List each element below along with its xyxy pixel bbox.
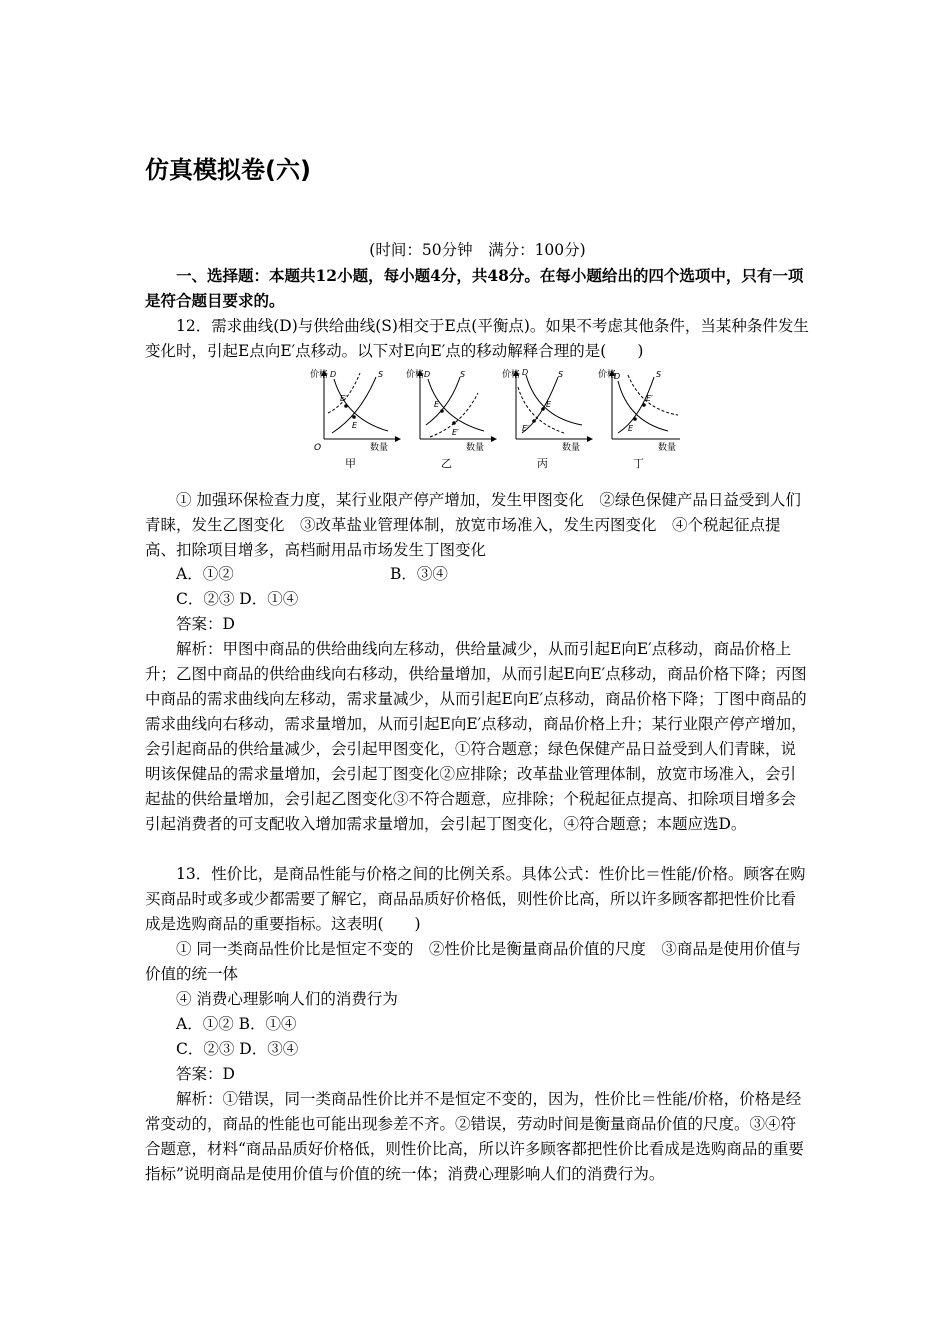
svg-text:数量: 数量 [562, 443, 581, 453]
svg-text:价格: 价格 [406, 370, 425, 380]
panel-yi [406, 368, 496, 470]
q12-options-cd: C．②③ D．①④ [176, 590, 299, 608]
q13-statement4: ④ 消费心理影响人们的消费行为 [176, 990, 398, 1008]
q12-option-b: B．③④ [390, 565, 448, 583]
svg-text:S: S [656, 370, 662, 379]
section-heading: 一、选择题：本题共12小题，每小题4分，共48分。在每小题给出的四个选项中，只有一项是符合题目要求的。 [145, 266, 804, 310]
svg-text:价格: 价格 [502, 370, 521, 380]
q12-option-a: A．①② [176, 565, 234, 583]
svg-text:D: D [614, 372, 621, 381]
q13-answer: 答案：D [176, 1065, 235, 1083]
svg-text:S: S [558, 370, 564, 379]
panel-label: 丙 [537, 457, 548, 470]
panel-bing [502, 368, 592, 470]
q13-statements: ① 同一类商品性价比是恒定不变的 ②性价比是衡量商品价值的尺度 ③商品是使用价值与价值的统一体 [145, 940, 801, 983]
svg-text:E′: E′ [452, 428, 459, 437]
xlabel: 数量 [370, 443, 389, 453]
svg-text:D: D [330, 370, 337, 379]
svg-text:E: E [546, 400, 552, 409]
q13-analysis: 解析：①错误，同一类商品性价比并不是恒定不变的，因为，性价比＝性能/价格，价格是经常变动的，商品的性能也可能出现参差不齐。②错误，劳动时间是衡量商品价值的尺度。③④符合题意，材料“商品品质好价格低，则性价比高，所以许多顾客都把性价比看成是选购商品的重要指标”说明商品是使用价值与价值的统一体；消费心理影响人们的消费行为。 [145, 1090, 804, 1183]
q12-analysis: 解析：甲图中商品的供给曲线向左移动，供给量减少，从而引起E向E′点移动，商品价格上升；乙图中商品的供给曲线向右移动，供给量增加，从而引起E向E′点移动，商品价格下降；丙图中商品的需求曲线向左移动，需求量减少，从而引起E向E′点移动，商品价格下降；丁图中商品的需求曲线向右移动，需求量增加，从而引起E向E′点移动，商品价格上升；某行业限产停产增加，会引起商品的供给量减少，会引起甲图变化，①符合题意；绿色保健产品日益受到人们青睐，说明该保健品的需求量增加，会引起丁图变化②应排除；改革盐业管理体制，放宽市场准入，会引起盐的供给量增加，会引起乙图变化③不符合题意，应排除；个税起征点提高、扣除项目增多会引起消费者的可支配收入增加需求量增加，会引起丁图变化，④符合题意；本题应选D。 [145, 640, 807, 833]
svg-text:价格: 价格 [598, 370, 617, 380]
q12-statements: ① 加强环保检查力度，某行业限产停产增加，发生甲图变化 ②绿色保健产品日益受到人们青睐，发生乙图变化 ③改革盐业管理体制，放宽市场准入，发生丙图变化 ④个税起征点提高、扣除项目增多，高档耐用品市场发生丁图变化 [145, 491, 801, 559]
svg-text:E′: E′ [340, 394, 347, 403]
time-info: (时间：50分钟 满分：100分) [369, 241, 586, 259]
panel-label: 乙 [441, 457, 452, 470]
page-title: 仿真模拟卷(六) [145, 156, 311, 184]
panel-ding [598, 368, 680, 470]
panel-label: 甲 [345, 457, 356, 470]
svg-text:E: E [628, 424, 634, 433]
point-e2 [344, 404, 348, 408]
panel-jia [310, 368, 400, 470]
svg-text:数量: 数量 [466, 443, 485, 453]
q12-stem: 12．需求曲线(D)与供给曲线(S)相交于E点(平衡点)。如果不考虑其他条件，当某种条件发生变化时，引起E点向E′点移动。以下对E向E′点的移动解释合理的是( ) [145, 317, 809, 360]
q12-figure [300, 363, 680, 473]
svg-text:S: S [378, 370, 384, 379]
svg-text:E: E [352, 421, 358, 430]
svg-text:E′: E′ [646, 394, 653, 403]
point-e [352, 415, 356, 419]
q13-options-ab: A．①② B．①④ [176, 1015, 297, 1033]
origin: O [314, 443, 322, 453]
shifted-supply-curve [328, 373, 360, 413]
q12-answer: 答案：D [176, 615, 235, 633]
svg-text:E′: E′ [522, 424, 529, 433]
panel-label: 丁 [633, 457, 644, 470]
svg-text:S: S [460, 370, 466, 379]
svg-text:数量: 数量 [658, 443, 677, 453]
ylabel: 价格 [310, 370, 329, 380]
svg-text:E: E [434, 400, 440, 409]
q13-options-cd: C．②③ D．③④ [176, 1040, 299, 1058]
svg-text:D: D [522, 368, 529, 377]
svg-text:D: D [424, 370, 431, 379]
q13-stem: 13．性价比，是商品性能与价格之间的比例关系。具体公式：性价比＝性能/价格。顾客在购买商品时或多或少都需要了解它，商品品质好价格低，则性价比高，所以许多顾客都把性价比看成是选购商品的重要指标。这表明( ) [145, 865, 806, 933]
